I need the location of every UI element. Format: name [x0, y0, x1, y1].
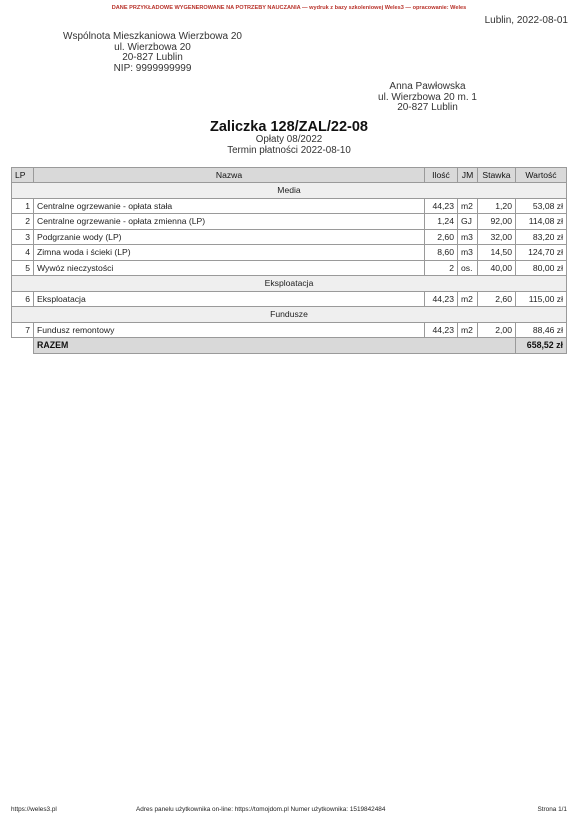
group-row: [12, 276, 567, 292]
place-date: Lublin, 2022-08-01: [484, 15, 568, 26]
cell-jm: m3: [458, 245, 478, 261]
disclaimer-banner: DANE PRZYKŁADOWE WYGENEROWANE NA POTRZEBY NAUCZANIA — wydruk z bazy szkoleniowej Weles3 — opracowanie: Weles: [111, 5, 467, 11]
recipient-street: ul. Wierzbowa 20 m. 1: [378, 91, 477, 103]
table-row: [12, 198, 567, 214]
document-subtitle: Opłaty 08/2022: [255, 134, 323, 145]
footer-website: https://weles3.pl: [11, 806, 57, 813]
cell-rate: 32,00: [478, 229, 516, 245]
cell-rate: 40,00: [478, 260, 516, 276]
cell-rate: 2,00: [478, 322, 516, 338]
sender-street: ul. Wierzbowa 20: [114, 41, 191, 53]
cell-jm: m2: [458, 322, 478, 338]
cell-rate: 92,00: [478, 214, 516, 230]
cell-qty: 8,60: [425, 245, 458, 261]
table-row: [12, 291, 567, 307]
sender-nip: NIP: 9999999999: [113, 62, 192, 74]
cell-value: 115,00 zł: [516, 291, 567, 307]
cell-lp: 1: [12, 198, 34, 214]
charges-table: [11, 167, 567, 354]
cell-lp: 5: [12, 260, 34, 276]
sender-name: Wspólnota Mieszkaniowa Wierzbowa 20: [63, 31, 242, 42]
group-row: [12, 307, 567, 323]
table-row: [12, 214, 567, 230]
footer-page-number: Strona 1/1: [537, 806, 567, 813]
cell-jm: GJ: [458, 214, 478, 230]
header-jm: JM: [458, 168, 478, 183]
cell-qty: 44,23: [425, 322, 458, 338]
total-spacer: [12, 338, 34, 354]
document-title: Zaliczka 128/ZAL/22-08: [210, 119, 368, 135]
total-value: 658,52 zł: [516, 338, 567, 354]
cell-name: Wywóz nieczystości: [34, 260, 425, 276]
table-row: [12, 322, 567, 338]
cell-lp: 2: [12, 214, 34, 230]
footer-user-panel: Adres panelu użytkownika on-line: https://tomojdom.pl Numer użytkownika: 1519842484: [136, 806, 386, 813]
cell-rate: 14,50: [478, 245, 516, 261]
sender-city: 20-827 Lublin: [122, 52, 183, 63]
cell-name: Eksploatacja: [34, 291, 425, 307]
cell-name: Centralne ogrzewanie - opłata zmienna (LP): [34, 214, 425, 230]
cell-jm: m3: [458, 229, 478, 245]
cell-value: 53,08 zł: [516, 198, 567, 214]
total-label: RAZEM: [34, 338, 516, 354]
cell-rate: 2,60: [478, 291, 516, 307]
cell-lp: 4: [12, 245, 34, 261]
group-label: Fundusze: [12, 307, 567, 323]
document-title-block: [0, 120, 578, 156]
header-rate: Stawka: [478, 168, 516, 183]
cell-qty: 2,60: [425, 229, 458, 245]
cell-name: Podgrzanie wody (LP): [34, 229, 425, 245]
payment-due-date: Termin płatności 2022-08-10: [227, 144, 351, 156]
group-label: Eksploatacja: [12, 276, 567, 292]
table-row: [12, 229, 567, 245]
cell-name: Fundusz remontowy: [34, 322, 425, 338]
cell-name: Zimna woda i ścieki (LP): [34, 245, 425, 261]
sender-address: [55, 32, 250, 74]
group-label: Media: [12, 183, 567, 199]
header-qty: Ilość: [425, 168, 458, 183]
cell-jm: os.: [458, 260, 478, 276]
total-row: [12, 338, 567, 354]
table-row: [12, 260, 567, 276]
cell-lp: 6: [12, 291, 34, 307]
table-row: [12, 245, 567, 261]
cell-qty: 2: [425, 260, 458, 276]
cell-value: 88,46 zł: [516, 322, 567, 338]
cell-jm: m2: [458, 198, 478, 214]
header-lp: LP: [12, 168, 34, 183]
recipient-name: Anna Pawłowska: [389, 81, 466, 92]
cell-lp: 3: [12, 229, 34, 245]
recipient-city: 20-827 Lublin: [397, 102, 458, 113]
group-row: [12, 183, 567, 199]
cell-qty: 1,24: [425, 214, 458, 230]
recipient-address: [360, 82, 495, 114]
cell-rate: 1,20: [478, 198, 516, 214]
cell-value: 83,20 zł: [516, 229, 567, 245]
cell-name: Centralne ogrzewanie - opłata stała: [34, 198, 425, 214]
header-value: Wartość: [516, 168, 567, 183]
cell-jm: m2: [458, 291, 478, 307]
table-body: [12, 183, 567, 354]
header-name: Nazwa: [34, 168, 425, 183]
cell-qty: 44,23: [425, 198, 458, 214]
cell-value: 124,70 zł: [516, 245, 567, 261]
cell-value: 80,00 zł: [516, 260, 567, 276]
cell-lp: 7: [12, 322, 34, 338]
cell-value: 114,08 zł: [516, 214, 567, 230]
table-header-row: [12, 168, 567, 183]
cell-qty: 44,23: [425, 291, 458, 307]
